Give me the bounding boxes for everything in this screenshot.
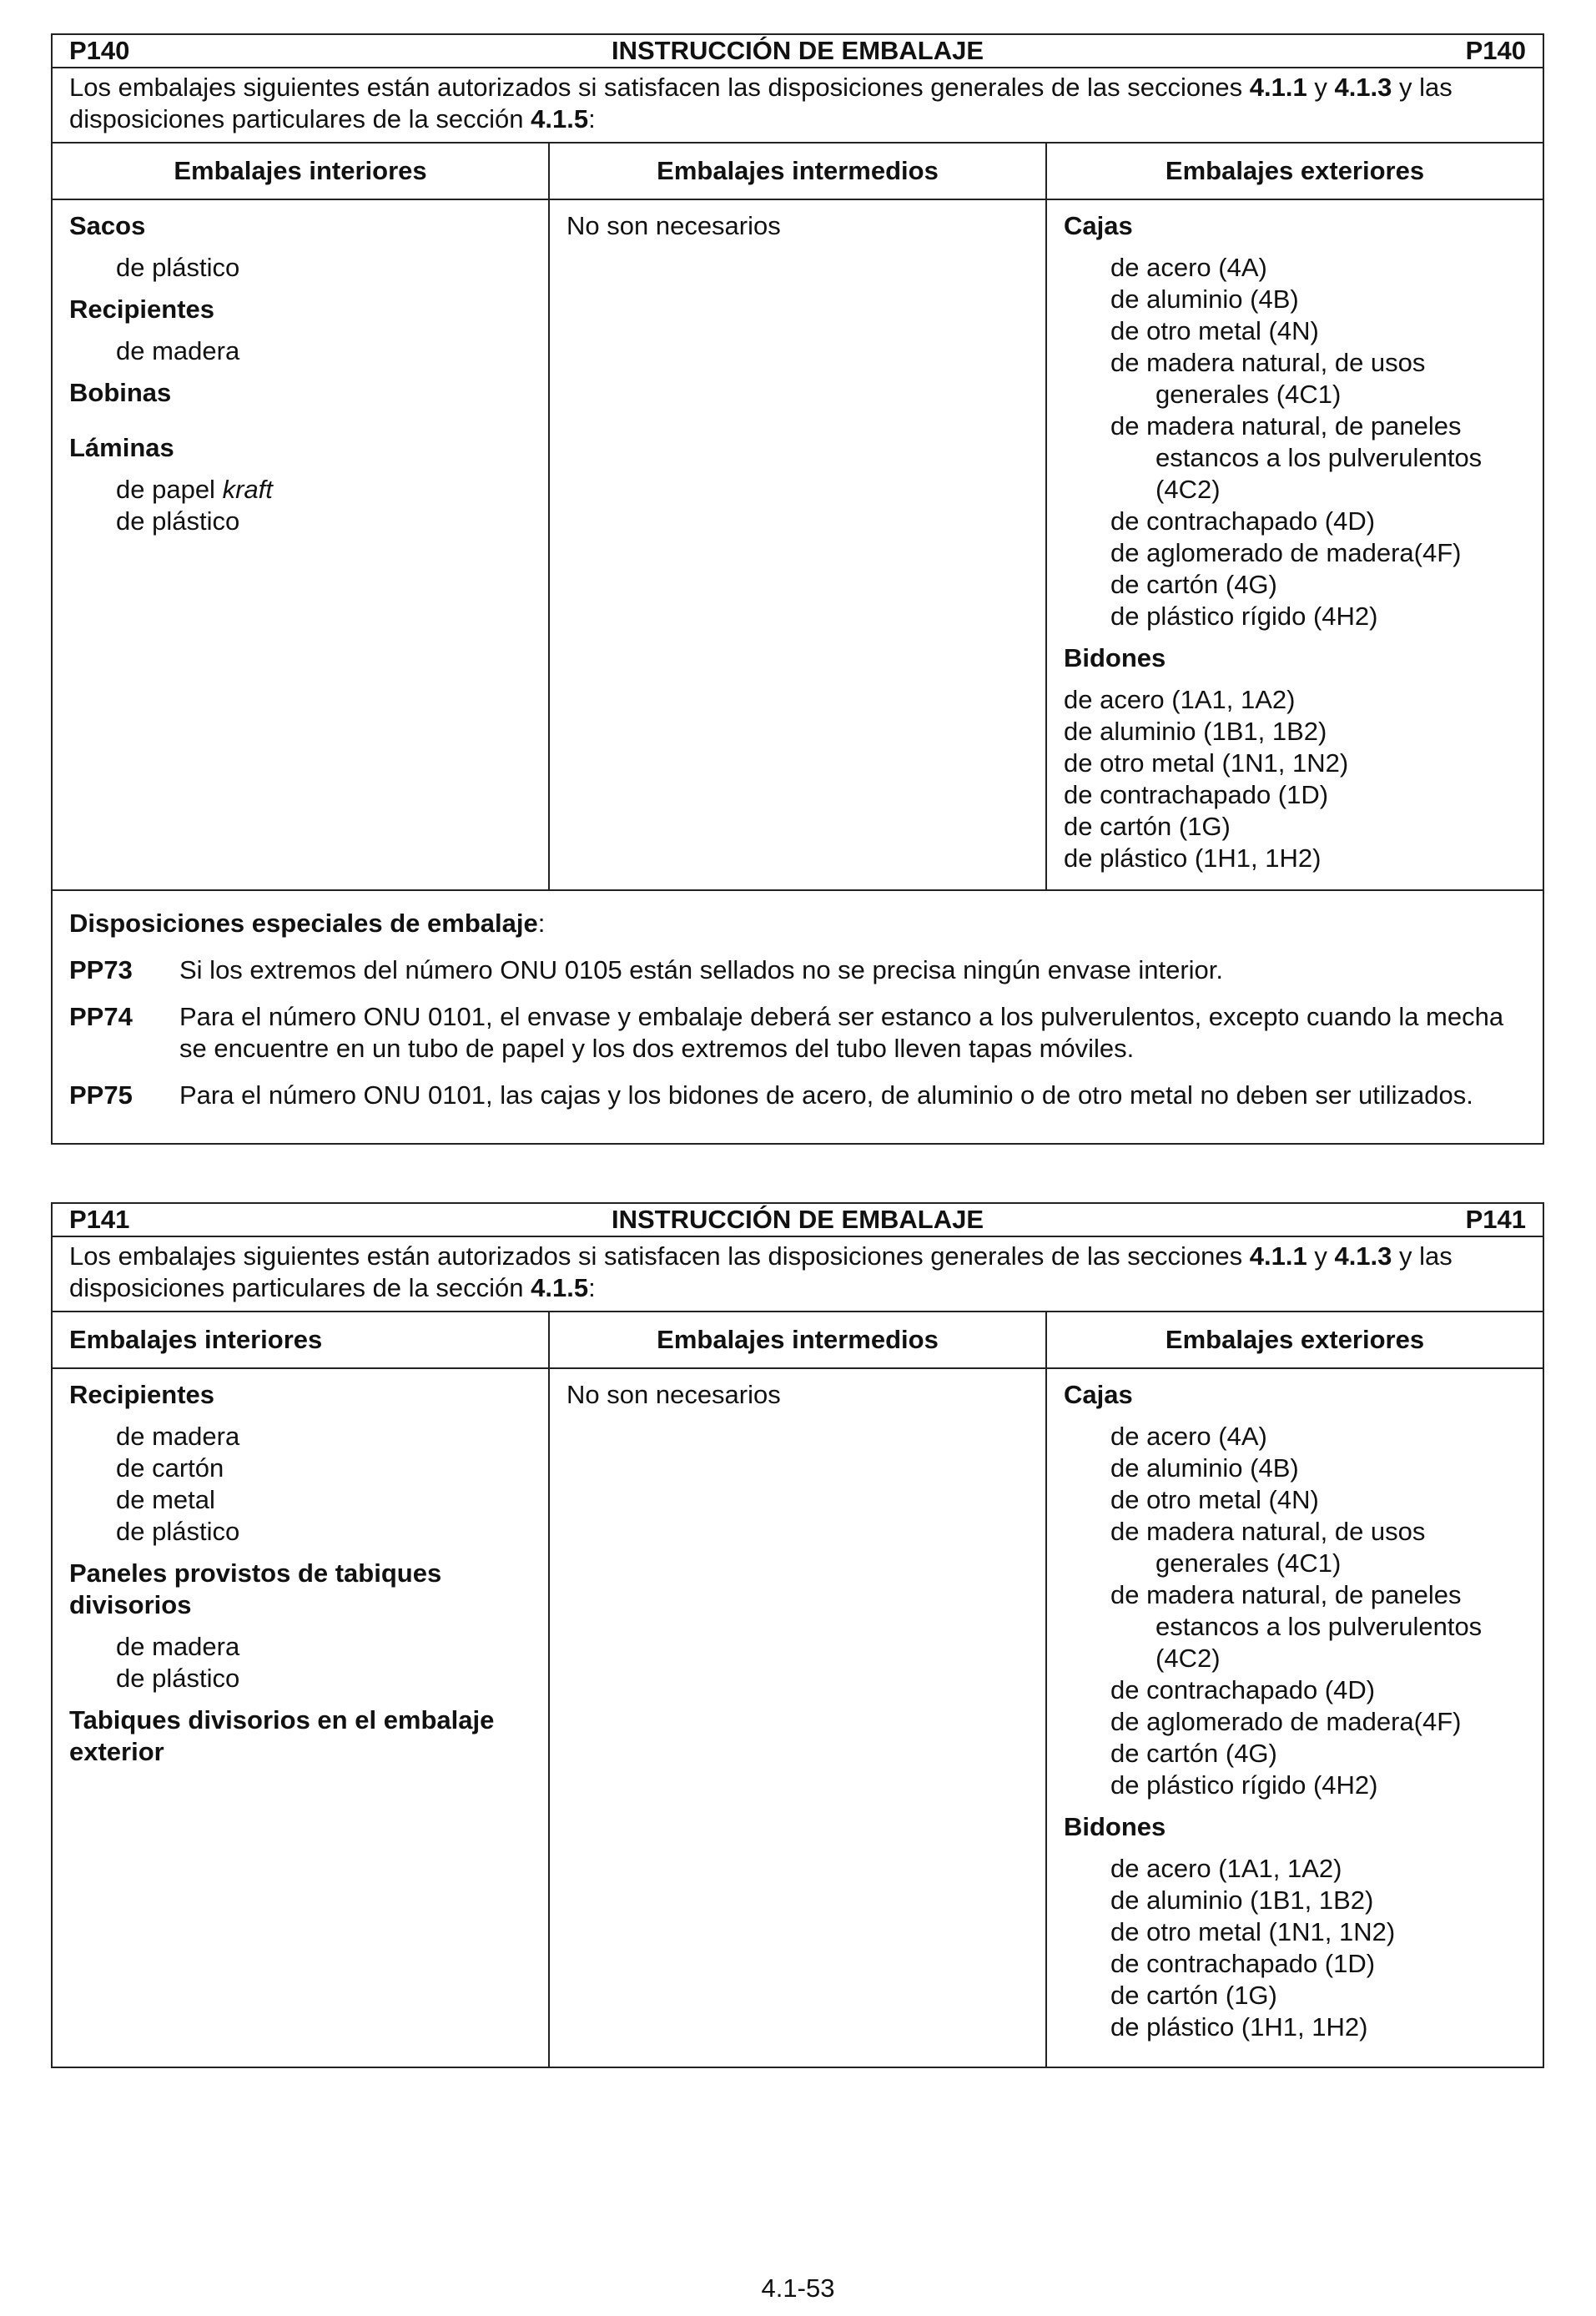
list-item: de aluminio (1B1, 1B2)	[1110, 1886, 1374, 1915]
group-title: Recipientes	[69, 295, 215, 324]
list-item: de contrachapado (4D)	[1110, 506, 1376, 536]
p140-mid-list	[550, 200, 1047, 889]
p140-col-outer-header: Embalajes exteriores	[1165, 156, 1425, 185]
group-title: Bobinas	[69, 378, 172, 407]
list-item: de madera natural, de usos generales (4C1)	[1110, 1517, 1426, 1578]
provision-text: Para el número ONU 0101, el envase y embalaje deberá ser estanco a los pulverulentos, excepto cuando la mecha se encuentre en un tubo de papel y los dos extremos del tubo lleven tapas móviles.	[179, 1002, 1504, 1063]
p140-body	[53, 200, 1543, 891]
group-title: Sacos	[69, 211, 146, 240]
p141-intro-text: Los embalajes siguientes están autorizados si satisfacen las disposiciones generales de las secciones	[69, 1241, 1250, 1271]
p140-table	[51, 33, 1544, 1145]
list-item: de metal	[116, 1485, 215, 1514]
list-item: de cartón (1G)	[1110, 1981, 1277, 2010]
list-item: de otro metal (1N1, 1N2)	[1064, 748, 1349, 778]
list-item: de acero (1A1, 1A2)	[1064, 685, 1296, 714]
p141-table	[51, 1202, 1544, 2068]
list-item: de acero (1A1, 1A2)	[1110, 1854, 1342, 1883]
group-title: Cajas	[1064, 211, 1133, 240]
provision-row	[69, 954, 1526, 986]
list-item: de cartón	[116, 1453, 224, 1483]
list-item: de plástico	[116, 253, 240, 282]
list-item: de madera	[116, 336, 240, 365]
provision-text: Para el número ONU 0101, las cajas y los bidones de acero, de aluminio o de otro metal no deben ser utilizados.	[179, 1080, 1473, 1110]
list-item: de otro metal (4N)	[1110, 316, 1319, 345]
list-item: de contrachapado (1D)	[1110, 1949, 1376, 1978]
list-item: de cartón (4G)	[1110, 570, 1277, 599]
p141-header	[53, 1204, 1543, 1237]
list-item: de plástico rígido (4H2)	[1110, 1770, 1378, 1800]
p140-title: INSTRUCCIÓN DE EMBALAJE	[611, 36, 984, 65]
p141-body	[53, 1369, 1543, 2067]
p141-col-mid-header: Embalajes intermedios	[550, 1312, 1047, 1367]
provision-code: PP74	[69, 1002, 133, 1031]
p141-mid-list	[550, 1369, 1047, 2067]
p141-inner-list	[53, 1369, 550, 2067]
list-item-italic: kraft	[222, 475, 273, 504]
provision-row	[69, 1080, 1526, 1111]
list-item: de contrachapado (1D)	[1064, 780, 1329, 809]
p140-ref-411: 4.1.1	[1249, 73, 1307, 102]
group-title: Cajas	[1064, 1380, 1133, 1409]
p141-ref-411: 4.1.1	[1249, 1241, 1307, 1271]
list-item: de otro metal (1N1, 1N2)	[1110, 1917, 1396, 1946]
p140-special-provisions	[53, 891, 1543, 1143]
list-item: de aluminio (4B)	[1110, 1453, 1299, 1483]
not-required-text: No son necesarios	[566, 1380, 781, 1409]
p141-code-right: P141	[1465, 1205, 1526, 1234]
p140-col-mid-header: Embalajes intermedios	[550, 143, 1047, 199]
list-item: de aluminio (1B1, 1B2)	[1064, 717, 1327, 746]
provision-code: PP73	[69, 955, 133, 984]
p140-column-headers	[53, 143, 1543, 200]
p140-ref-413: 4.1.3	[1334, 73, 1392, 102]
list-item: de madera natural, de paneles estancos a los pulverulentos (4C2)	[1110, 411, 1483, 504]
provision-code: PP75	[69, 1080, 133, 1110]
p141-code-left: P141	[69, 1205, 130, 1234]
p141-ref-415: 4.1.5	[531, 1273, 589, 1302]
list-item: de plástico	[116, 1664, 240, 1693]
provisions-title	[69, 908, 1526, 939]
p140-header	[53, 35, 1543, 68]
p140-intro-colon: :	[588, 104, 596, 133]
p140-col-inner-header: Embalajes interiores	[53, 143, 550, 199]
p141-column-headers	[53, 1312, 1543, 1369]
list-item: de aglomerado de madera(4F)	[1110, 538, 1462, 567]
list-item: de acero (4A)	[1110, 253, 1267, 282]
list-item: de cartón (1G)	[1064, 812, 1231, 841]
p141-ref-413: 4.1.3	[1334, 1241, 1392, 1271]
group-title: Tabiques divisorios en el embalaje exterior	[69, 1705, 495, 1766]
provision-row	[69, 1001, 1526, 1065]
p140-intro-y: y	[1307, 73, 1335, 102]
p140-inner-list	[53, 200, 550, 889]
group-title: Bidones	[1064, 643, 1166, 672]
p140-intro-text: Los embalajes siguientes están autorizados si satisfacen las disposiciones generales de las secciones	[69, 73, 1250, 102]
provision-text: Si los extremos del número ONU 0105 están sellados no se precisa ningún envase interior.	[179, 955, 1224, 984]
list-item: de plástico rígido (4H2)	[1110, 602, 1378, 631]
group-title: Paneles provistos de tabiques divisorios	[69, 1558, 442, 1619]
list-item: de acero (4A)	[1110, 1422, 1267, 1451]
p140-intro	[53, 68, 1543, 143]
group-title: Bidones	[1064, 1812, 1166, 1841]
p140-intro-text-2: y las disposiciones particulares de la sección	[69, 73, 1453, 133]
p141-intro-text-2: y las disposiciones particulares de la sección	[69, 1241, 1453, 1302]
p141-col-inner-header: Embalajes interiores	[53, 1312, 550, 1367]
p141-intro-y: y	[1307, 1241, 1335, 1271]
p141-title: INSTRUCCIÓN DE EMBALAJE	[611, 1205, 984, 1234]
list-item	[69, 474, 531, 506]
list-item: de madera natural, de paneles estancos a los pulverulentos (4C2)	[1110, 1580, 1483, 1673]
p141-intro-colon: :	[588, 1273, 596, 1302]
p140-code-left: P140	[69, 36, 130, 65]
provisions-title-text: Disposiciones especiales de embalaje	[69, 909, 538, 938]
provisions-title-colon: :	[537, 909, 546, 938]
page-number: 4.1-53	[761, 2273, 835, 2303]
list-item: de plástico (1H1, 1H2)	[1064, 843, 1322, 873]
list-item: de plástico	[116, 506, 240, 536]
list-item: de madera natural, de usos generales (4C1)	[1110, 348, 1426, 409]
list-item: de plástico	[116, 1517, 240, 1546]
p140-ref-415: 4.1.5	[531, 104, 589, 133]
p140-outer-list	[1047, 200, 1543, 889]
list-item: de madera	[116, 1632, 240, 1661]
group-title: Recipientes	[69, 1380, 215, 1409]
p141-intro	[53, 1237, 1543, 1312]
list-item: de aluminio (4B)	[1110, 284, 1299, 314]
p141-outer-list	[1047, 1369, 1543, 2067]
list-item: de otro metal (4N)	[1110, 1485, 1319, 1514]
group-title: Láminas	[69, 433, 174, 462]
list-item: de contrachapado (4D)	[1110, 1675, 1376, 1704]
list-item-text: de papel	[116, 475, 223, 504]
list-item: de plástico (1H1, 1H2)	[1110, 2012, 1368, 2042]
not-required-text: No son necesarios	[566, 211, 781, 240]
list-item: de cartón (4G)	[1110, 1739, 1277, 1768]
p141-col-outer-header: Embalajes exteriores	[1165, 1325, 1425, 1354]
p140-code-right: P140	[1465, 36, 1526, 65]
list-item: de madera	[116, 1422, 240, 1451]
list-item: de aglomerado de madera(4F)	[1110, 1707, 1462, 1736]
